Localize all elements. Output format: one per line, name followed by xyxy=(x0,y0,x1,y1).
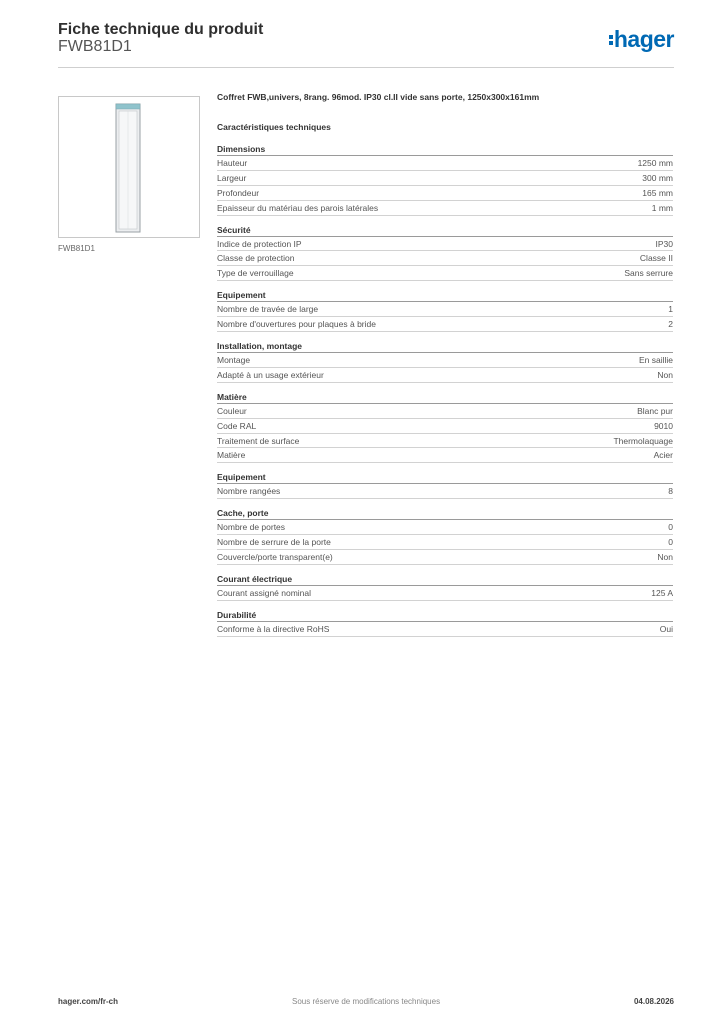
spec-group-title: Durabilité xyxy=(217,609,673,622)
spec-row xyxy=(217,186,673,201)
spec-value: 0 xyxy=(668,537,673,548)
spec-row xyxy=(217,266,673,281)
spec-row xyxy=(217,550,673,565)
footer-notice: Sous réserve de modifications techniques xyxy=(292,997,441,1006)
spec-group xyxy=(217,224,673,282)
spec-row xyxy=(217,586,673,601)
spec-row xyxy=(217,535,673,550)
spec-label: Adapté à un usage extérieur xyxy=(217,369,324,380)
product-description: Coffret FWB,univers, 8rang. 96mod. IP30 cl.II vide sans porte, 1250x300x161mm xyxy=(217,92,540,102)
product-details xyxy=(217,92,673,645)
spec-value: 300 mm xyxy=(642,172,673,183)
product-image-caption: FWB81D1 xyxy=(58,244,95,253)
spec-group xyxy=(217,289,673,332)
spec-label: Type de verrouillage xyxy=(217,268,294,279)
spec-group xyxy=(217,391,673,464)
spec-group-title: Dimensions xyxy=(217,143,673,156)
spec-group xyxy=(217,143,673,216)
spec-value: Non xyxy=(657,552,673,563)
spec-row xyxy=(217,317,673,332)
spec-value: 1 xyxy=(668,304,673,315)
spec-label: Couleur xyxy=(217,405,247,416)
cabinet-image xyxy=(115,103,141,233)
spec-label: Matière xyxy=(217,450,246,461)
spec-label: Nombre d'ouvertures pour plaques à bride xyxy=(217,319,376,330)
spec-label: Courant assigné nominal xyxy=(217,587,312,598)
spec-value: En saillie xyxy=(638,355,673,366)
spec-value: 0 xyxy=(668,522,673,533)
spec-row xyxy=(217,484,673,499)
spec-label: Code RAL xyxy=(217,420,257,431)
spec-label: Couvercle/porte transparent(e) xyxy=(217,552,333,563)
spec-group-title: Equipement xyxy=(217,471,673,484)
spec-group-title: Cache, porte xyxy=(217,507,673,520)
spec-label: Classe de protection xyxy=(217,253,295,264)
spec-label: Indice de protection IP xyxy=(217,238,302,249)
spec-row xyxy=(217,156,673,171)
spec-label: Traitement de surface xyxy=(217,435,300,446)
spec-label: Nombre de travée de large xyxy=(217,304,319,315)
spec-row xyxy=(217,520,673,535)
spec-group-title: Matière xyxy=(217,391,673,404)
spec-group-title: Equipement xyxy=(217,289,673,302)
spec-group-title: Installation, montage xyxy=(217,340,673,353)
spec-group xyxy=(217,609,673,637)
page-title: Fiche technique du produit xyxy=(58,21,264,38)
spec-row xyxy=(217,404,673,419)
spec-label: Epaisseur du matériau des parois latérales xyxy=(217,202,379,213)
spec-groups xyxy=(217,143,673,637)
spec-value: 9010 xyxy=(654,420,673,431)
tech-specs-heading: Caractéristiques techniques xyxy=(217,122,331,132)
spec-value: Acier xyxy=(653,450,673,461)
spec-row xyxy=(217,368,673,383)
logo-mark-icon xyxy=(609,35,613,45)
spec-value: 165 mm xyxy=(642,187,673,198)
spec-value: 1250 mm xyxy=(637,158,673,168)
spec-row xyxy=(217,201,673,216)
spec-group xyxy=(217,471,673,499)
spec-value: IP30 xyxy=(655,238,673,249)
hager-logo xyxy=(609,28,674,51)
product-image-frame xyxy=(58,96,200,238)
spec-value: 1 mm xyxy=(651,202,673,213)
spec-row xyxy=(217,353,673,368)
spec-label: Conforme à la directive RoHS xyxy=(217,623,330,634)
page-subtitle: FWB81D1 xyxy=(58,38,132,55)
spec-row xyxy=(217,419,673,434)
spec-row xyxy=(217,302,673,317)
spec-value: Oui xyxy=(659,623,673,634)
footer-website: hager.com/fr-ch xyxy=(58,997,119,1006)
spec-label: Hauteur xyxy=(217,158,248,168)
spec-value: 2 xyxy=(668,319,673,330)
spec-row xyxy=(217,171,673,186)
spec-label: Largeur xyxy=(217,172,247,183)
spec-value: 125 A xyxy=(651,587,673,598)
spec-value: Blanc pur xyxy=(637,405,673,416)
spec-label: Profondeur xyxy=(217,187,260,198)
header-divider xyxy=(58,67,674,68)
spec-row xyxy=(217,434,673,449)
spec-group xyxy=(217,573,673,601)
spec-row xyxy=(217,622,673,637)
footer-date: 04.08.2026 xyxy=(633,997,674,1006)
spec-label: Montage xyxy=(217,355,251,366)
spec-group xyxy=(217,340,673,383)
spec-label: Nombre rangées xyxy=(217,486,281,497)
spec-value: 8 xyxy=(668,486,673,497)
spec-value: Thermolaquage xyxy=(613,435,673,446)
spec-row xyxy=(217,448,673,463)
spec-group-title: Sécurité xyxy=(217,224,673,237)
spec-value: Non xyxy=(657,369,673,380)
spec-value: Classe II xyxy=(639,253,673,264)
spec-group xyxy=(217,507,673,565)
spec-value: Sans serrure xyxy=(624,268,673,279)
spec-row xyxy=(217,251,673,266)
logo-text: hager xyxy=(613,26,674,52)
spec-label: Nombre de portes xyxy=(217,522,286,533)
spec-group-title: Courant électrique xyxy=(217,573,673,586)
spec-row xyxy=(217,237,673,252)
spec-label: Nombre de serrure de la porte xyxy=(217,537,331,548)
